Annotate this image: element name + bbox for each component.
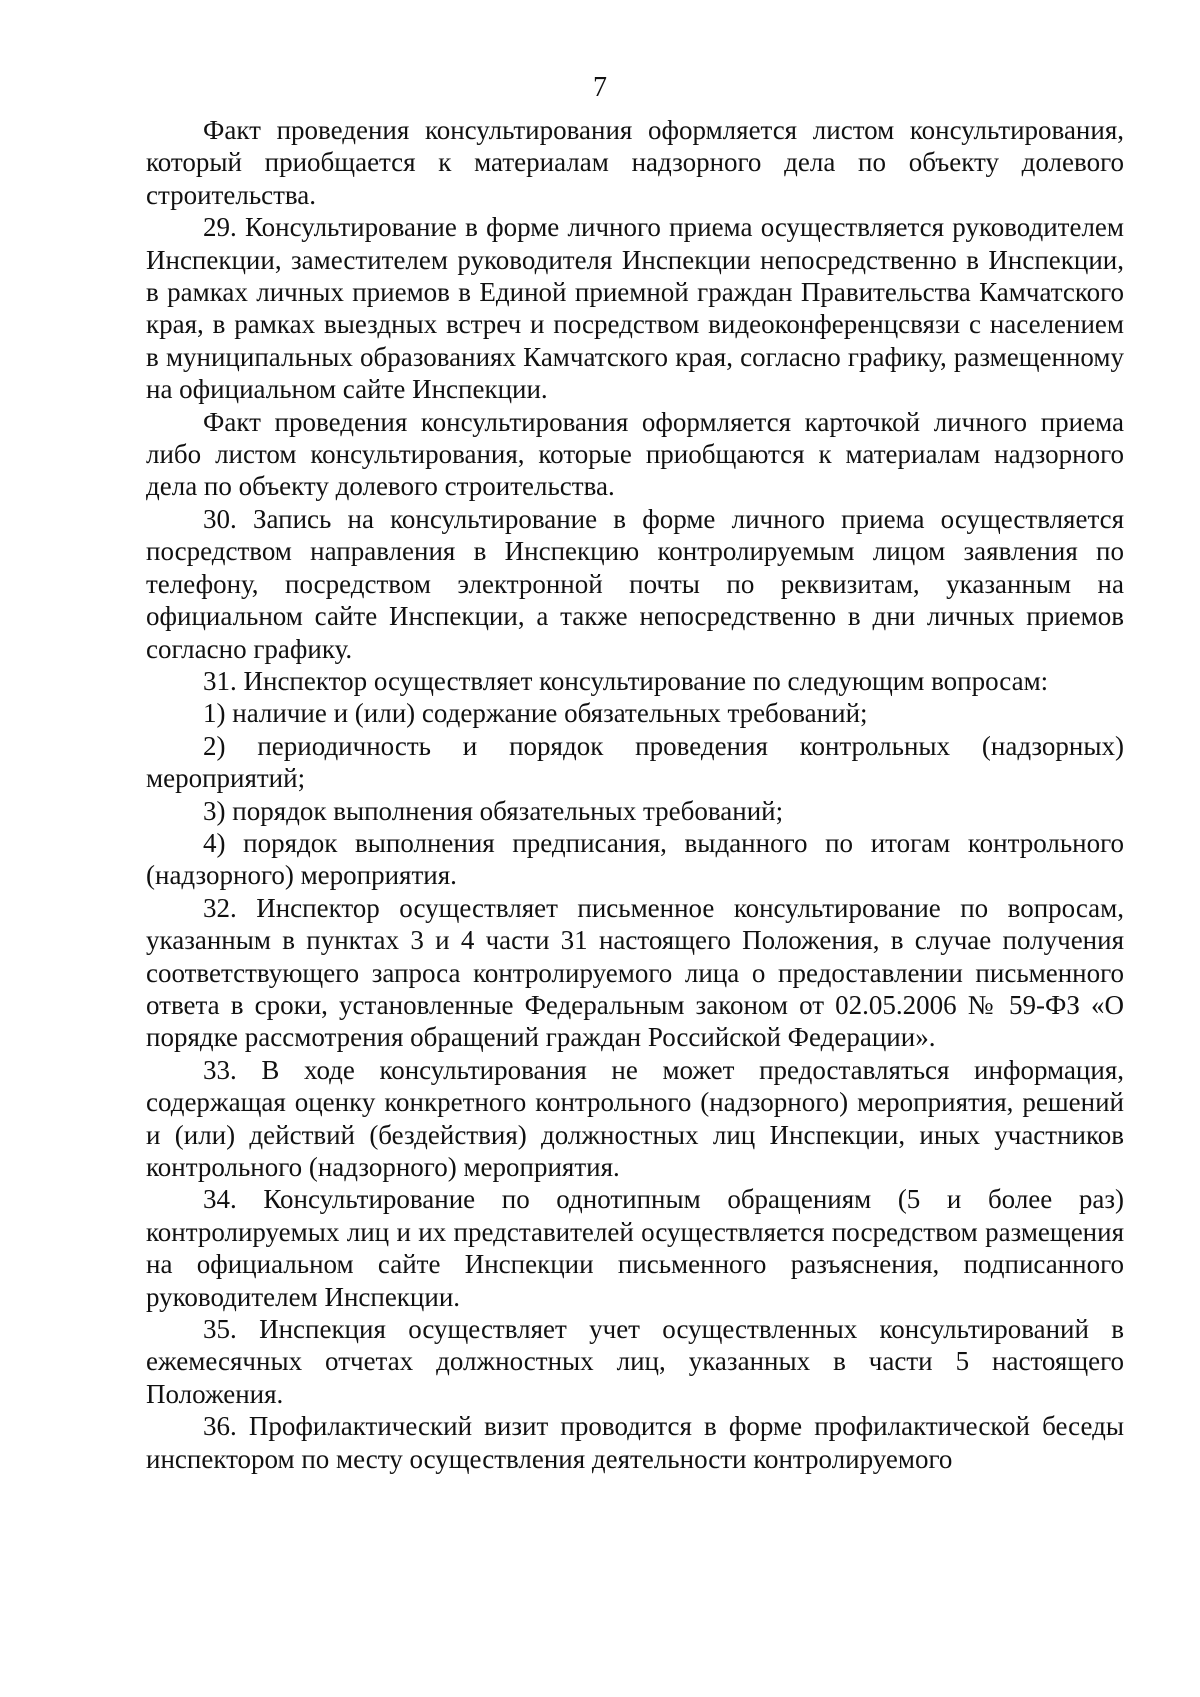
paragraph-29: 29. Консультирование в форме личного приема осуществляется руководителем Инспекции, заместителем руководителя Инспекции непосредственно в Инспекции, в рамках личных приемов в Единой приемной граждан Правительства Камчатского края, в рамках выездных встреч и посредством видеоконференцсвязи с населением в муниципальных образованиях Камчатского края, согласно графику, размещенному на официальном сайте Инспекции.: [146, 212, 1124, 405]
document-body: [146, 114, 1124, 1475]
paragraph-36: 36. Профилактический визит проводится в форме профилактической беседы инспектором по месту осуществления деятельности контролируемого: [146, 1411, 1124, 1474]
paragraph-31: 31. Инспектор осуществляет консультирование по следующим вопросам:: [203, 665, 1049, 696]
paragraph-33: 33. В ходе консультирования не может предоставляться информация, содержащая оценку конкретного контрольного (надзорного) мероприятия, решений и (или) действий (бездействия) должностных лиц Инспекции, иных участников контрольного (надзорного) мероприятия.: [146, 1054, 1124, 1182]
paragraph-34: 34. Консультирование по однотипным обращениям (5 и более раз) контролируемых лиц и их представителей осуществляется посредством размещения на официальном сайте Инспекции письменного разъяснения, подписанного руководителем Инспекции.: [146, 1184, 1124, 1312]
page-number: 7: [593, 72, 607, 103]
paragraph-30: 30. Запись на консультирование в форме личного приема осуществляется посредством направления в Инспекцию контролируемым лицом заявления по телефону, посредством электронной почты по реквизитам, указанным на официальном сайте Инспекции, а также непосредственно в дни личных приемов согласно графику.: [146, 503, 1124, 664]
list-item-2: 2) периодичность и порядок проведения контрольных (надзорных) мероприятий;: [146, 730, 1124, 794]
list-item-1: 1) наличие и (или) содержание обязательных требований;: [203, 698, 868, 729]
paragraph-32: 32. Инспектор осуществляет письменное консультирование по вопросам, указанным в пунктах 3 и 4 части 31 настоящего Положения, в случае получения соответствующего запроса контролируемого лица о предоставлении письменного ответа в сроки, установленные Федеральным законом от 02.05.2006 № 59-ФЗ «О порядке рассмотрения обращений граждан Российской Федерации».: [146, 892, 1124, 1053]
paragraph-35: 35. Инспекция осуществляет учет осуществленных консультирований в ежемесячных отчетах должностных лиц, указанных в части 5 настоящего Положения.: [146, 1314, 1124, 1409]
paragraph-fact-consultation: Факт проведения консультирования оформляется листом консультирования, который приобщается к материалам надзорного дела по объекту долевого строительства.: [146, 115, 1124, 210]
list-item-3: 3) порядок выполнения обязательных требований;: [203, 795, 784, 826]
list-item-4: 4) порядок выполнения предписания, выданного по итогам контрольного (надзорного) мероприятия.: [146, 827, 1124, 891]
paragraph-fact-personal-reception: Факт проведения консультирования оформляется карточкой личного приема либо листом консультирования, которые приобщаются к материалам надзорного дела по объекту долевого строительства.: [146, 406, 1124, 502]
